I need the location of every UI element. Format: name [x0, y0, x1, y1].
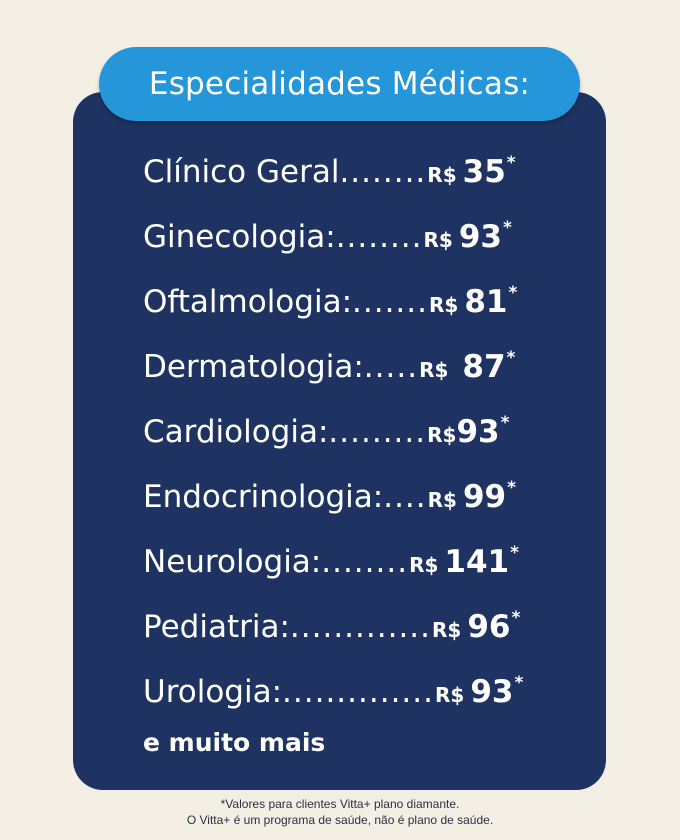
asterisk-mark: * [507, 478, 516, 498]
asterisk-mark: * [506, 153, 516, 173]
price-value: 87 [462, 349, 506, 385]
price-value: 93 [458, 219, 502, 255]
leader-dots: .... [383, 479, 427, 515]
specialty-name: Ginecologia: [143, 219, 336, 255]
footnote [0, 796, 680, 828]
price-value: 99 [462, 479, 507, 515]
leader-dots: ..... [363, 349, 419, 385]
currency-symbol: R$ [423, 228, 453, 252]
price-value: 81 [464, 284, 508, 320]
specialty-name: Neurologia: [143, 544, 322, 580]
specialty-name: Endocrinologia: [143, 479, 384, 515]
currency-symbol: R$ [432, 618, 462, 642]
asterisk-mark: * [514, 673, 524, 693]
asterisk-mark: * [500, 413, 510, 433]
specialty-name: Urologia: [143, 674, 283, 710]
specialty-row [143, 538, 563, 603]
price-value: 96 [467, 609, 511, 645]
currency-symbol: R$ [435, 683, 465, 707]
leader-dots: ....... [352, 284, 428, 320]
specialty-row [143, 603, 563, 668]
currency-symbol: R$ [427, 488, 457, 512]
leader-dots: ........ [339, 154, 427, 190]
currency-symbol: R$ [427, 163, 457, 187]
specialty-name: Dermatologia: [143, 349, 364, 385]
asterisk-mark: * [511, 608, 521, 628]
specialty-name: Cardiologia: [143, 414, 329, 450]
footnote-line-1: *Valores para clientes Vitta+ plano diamante. [220, 797, 460, 811]
specialty-row [143, 213, 563, 278]
leader-dots: ........ [335, 219, 423, 255]
specialty-row [143, 473, 563, 538]
price-value: 93 [456, 414, 500, 450]
currency-symbol: R$ [419, 358, 449, 382]
asterisk-mark: * [510, 543, 520, 563]
specialty-list [143, 148, 563, 733]
specialty-row [143, 278, 563, 343]
asterisk-mark: * [506, 348, 516, 368]
leader-dots: ............. [289, 609, 432, 645]
price-value: 93 [470, 674, 514, 710]
specialty-name: Clínico Geral [143, 154, 340, 190]
price-value: 141 [444, 544, 510, 580]
specialty-row [143, 148, 563, 213]
leader-dots: .............. [282, 674, 434, 710]
footnote-line-2: O Vitta+ é um programa de saúde, não é plano de saúde. [186, 813, 494, 827]
price-value: 35 [462, 154, 506, 190]
currency-symbol: R$ [409, 553, 439, 577]
currency-symbol: R$ [427, 423, 457, 447]
specialty-name: Pediatria: [143, 609, 290, 645]
header-title: Especialidades Médicas: [148, 66, 531, 102]
currency-symbol: R$ [429, 293, 459, 317]
specialty-row [143, 668, 563, 733]
asterisk-mark: * [503, 218, 512, 238]
leader-dots: ......... [328, 414, 427, 450]
specialty-row [143, 408, 563, 473]
leader-dots: ........ [321, 544, 409, 580]
specialty-name: Oftalmologia: [143, 284, 353, 320]
asterisk-mark: * [508, 283, 518, 303]
more-text: e muito mais [143, 728, 326, 757]
header-pill [99, 47, 580, 121]
